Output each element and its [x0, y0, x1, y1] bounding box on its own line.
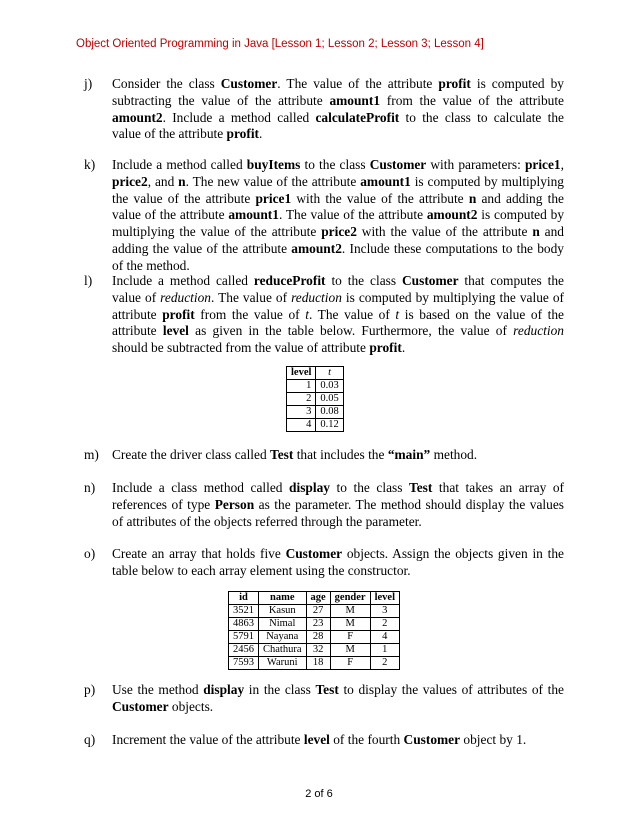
table-cell: 7593: [229, 657, 259, 670]
table-header-cell: t: [316, 367, 343, 380]
table-cell: 5791: [229, 631, 259, 644]
table-cell: 0.12: [316, 419, 343, 432]
question-o: [84, 546, 564, 580]
level-t-table: [286, 366, 344, 432]
table-cell: 3: [370, 605, 399, 618]
question-j: [84, 76, 564, 143]
table-row: [229, 644, 400, 657]
table-header-cell: level: [370, 592, 399, 605]
question-q: [84, 732, 564, 749]
table-header-cell: name: [259, 592, 307, 605]
item-label: l): [84, 273, 93, 288]
table-cell: 18: [306, 657, 330, 670]
table-header-row: [287, 367, 344, 380]
table-cell: Kasun: [259, 605, 307, 618]
table-header-cell: age: [306, 592, 330, 605]
table-cell: Chathura: [259, 644, 307, 657]
item-text: Include a method called reduceProfit to the class Customer that computes the value of reduction. The value of reduction is computed by multiplying the value of attribute profit from the value of t. The value of t is based on the value of the attribute level as given in the table below. Furthermore, the value of reduction should be subtracted from the value of attribute profit.: [112, 273, 565, 356]
table-header-row: [229, 592, 400, 605]
table-cell: 3521: [229, 605, 259, 618]
table-cell: 0.08: [316, 406, 343, 419]
table-cell: 4: [370, 631, 399, 644]
table-cell: 4: [287, 419, 316, 432]
table-cell: F: [330, 657, 370, 670]
item-text: Include a class method called display to the class Test that takes an array of references of type Person as the parameter. The method should display the values of attributes of the objects referred through the parameter.: [112, 480, 565, 529]
table-cell: 28: [306, 631, 330, 644]
item-label: o): [84, 546, 96, 561]
question-p: [84, 682, 564, 716]
page-number: 2 of 6: [305, 788, 333, 800]
table-header-cell: gender: [330, 592, 370, 605]
document-header: Object Oriented Programming in Java [Lesson 1; Lesson 2; Lesson 3; Lesson 4]: [76, 38, 484, 50]
table-cell: 0.05: [316, 393, 343, 406]
item-text: Increment the value of the attribute level of the fourth Customer object by 1.: [112, 732, 527, 747]
item-text: Create the driver class called Test that includes the “main” method.: [112, 447, 478, 462]
table-cell: 4863: [229, 618, 259, 631]
table-cell: 27: [306, 605, 330, 618]
item-label: q): [84, 732, 96, 747]
question-k: [84, 157, 564, 275]
table-cell: 2: [370, 657, 399, 670]
table-cell: M: [330, 605, 370, 618]
table-cell: Waruni: [259, 657, 307, 670]
table-header-cell: id: [229, 592, 259, 605]
table-row: [287, 406, 344, 419]
table-row: [287, 419, 344, 432]
item-text: Create an array that holds five Customer objects. Assign the objects given in the table below to each array element using the constructor.: [112, 546, 564, 578]
table-cell: M: [330, 644, 370, 657]
table-cell: F: [330, 631, 370, 644]
item-label: j): [84, 76, 93, 91]
table-cell: 3: [287, 406, 316, 419]
table-cell: M: [330, 618, 370, 631]
table-row: [287, 393, 344, 406]
item-label: m): [84, 447, 99, 462]
table-row: [229, 618, 400, 631]
table-cell: 23: [306, 618, 330, 631]
table-row: [287, 380, 344, 393]
item-text: Include a method called buyItems to the class Customer with parameters: price1, price2, and n. The new value of the attribute amount1 is computed by multiplying the value of the attribute price1 with the value of the attribute n and adding the value of the attribute amount1. The value of the attribute amount2 is computed by multiplying the value of the attribute price2 with the value of the attribute n and adding the value of the attribute amount2. Include these computations to the body of the method.: [112, 157, 565, 273]
table-cell: 2456: [229, 644, 259, 657]
table-header-cell: level: [287, 367, 316, 380]
table-cell: 1: [287, 380, 316, 393]
customer-table: [228, 591, 400, 670]
table-row: [229, 605, 400, 618]
item-label: p): [84, 682, 96, 697]
question-m: [84, 447, 564, 464]
item-text: Consider the class Customer. The value of the attribute profit is computed by subtracting the value of the attribute amount1 from the value of the attribute amount2. Include a method called calculateProfit to the class to calculate the value of the attribute profit.: [112, 76, 565, 142]
table-cell: 2: [370, 618, 399, 631]
item-label: k): [84, 157, 96, 172]
table-row: [229, 631, 400, 644]
item-text: Use the method display in the class Test to display the values of attributes of the Customer objects.: [112, 682, 564, 714]
table-cell: Nayana: [259, 631, 307, 644]
table-cell: 32: [306, 644, 330, 657]
question-l: [84, 273, 564, 357]
table-cell: 2: [287, 393, 316, 406]
item-label: n): [84, 480, 96, 495]
table-row: [229, 657, 400, 670]
question-n: [84, 480, 564, 530]
table-cell: Nimal: [259, 618, 307, 631]
table-cell: 1: [370, 644, 399, 657]
table-cell: 0.03: [316, 380, 343, 393]
